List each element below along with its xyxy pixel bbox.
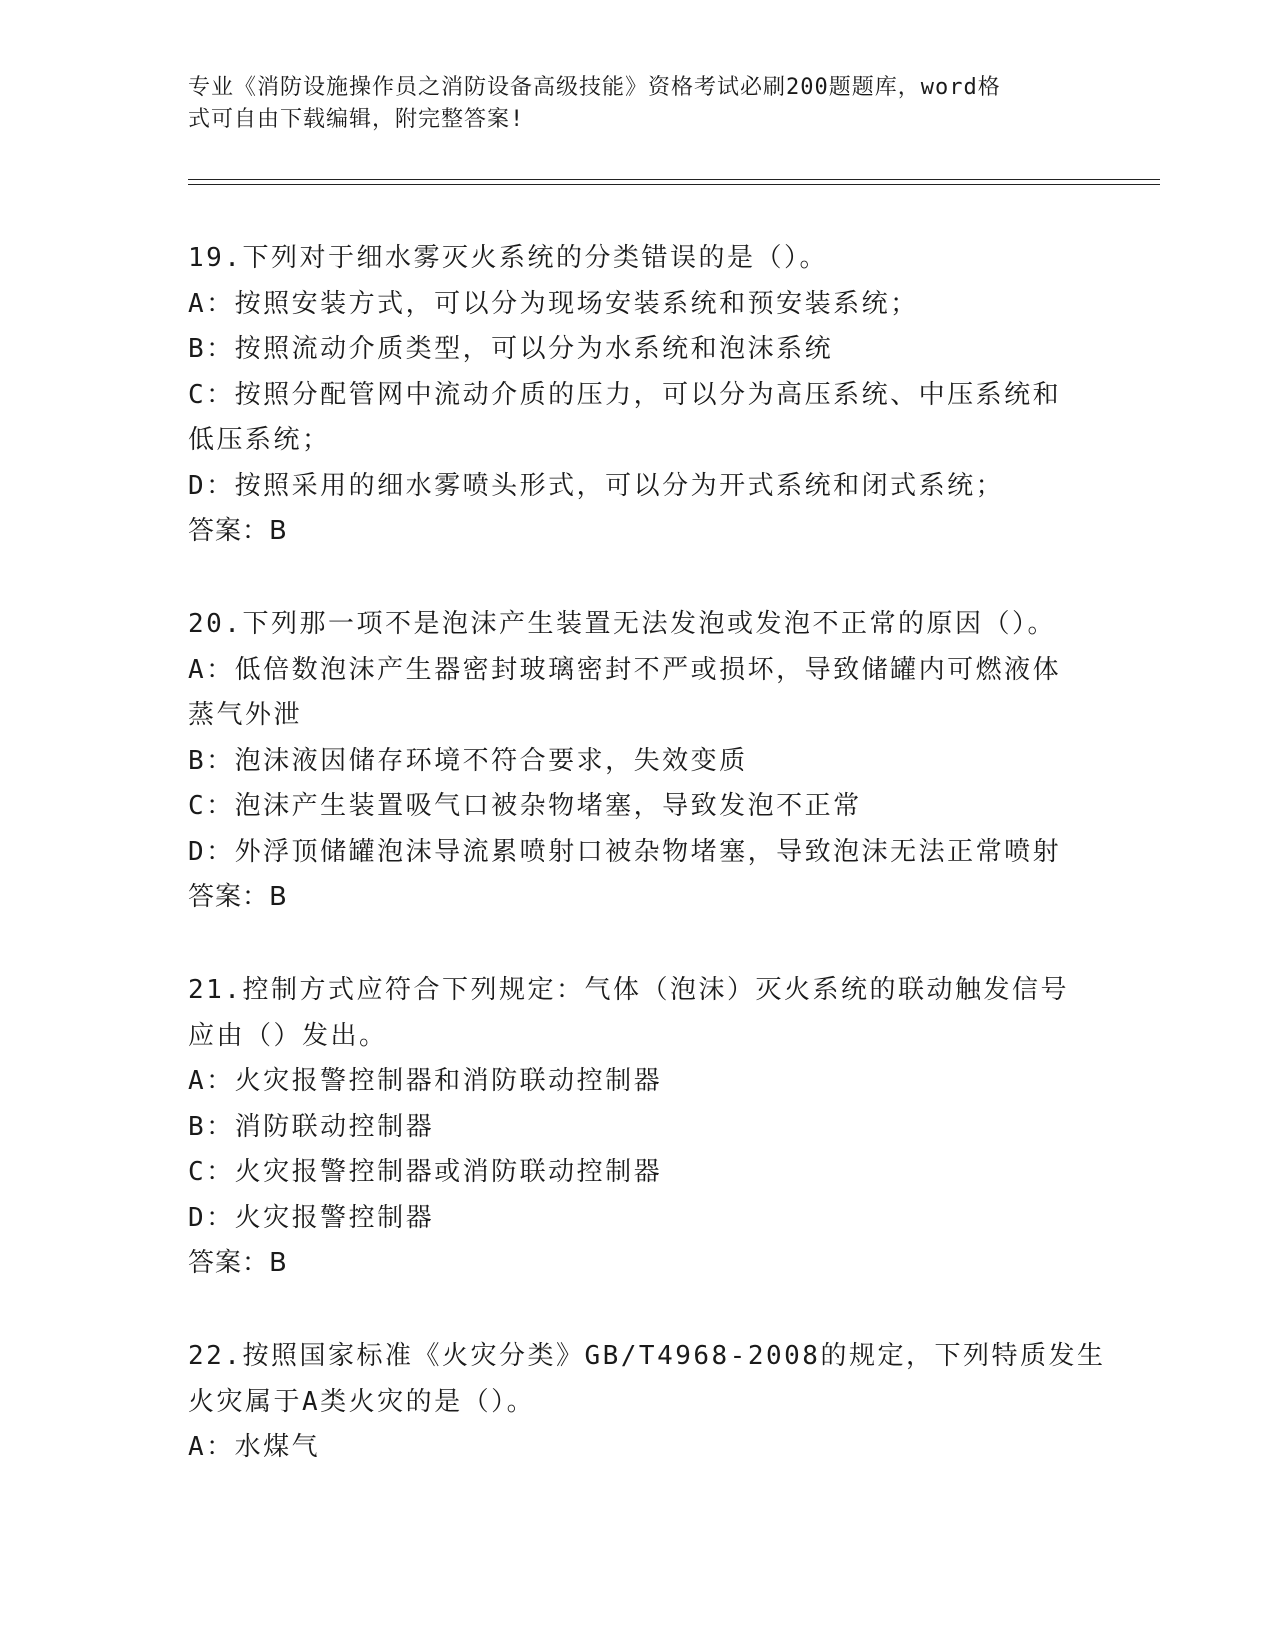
option-c: C：泡沫产生装置吸气口被杂物堵塞，导致发泡不正常 — [188, 791, 862, 821]
question-19 — [188, 236, 1078, 555]
option-a: A：水煤气 — [188, 1432, 321, 1462]
option-d: D：外浮顶储罐泡沫导流累喷射口被杂物堵塞，导致泡沫无法正常喷射 — [188, 836, 1062, 867]
answer: 答案：B — [188, 1248, 288, 1278]
question-stem: 19.下列对于细水雾灭火系统的分类错误的是（）。 — [188, 243, 828, 273]
question-stem-continued: 应由（）发出。 — [188, 1020, 388, 1051]
answer: 答案：B — [188, 882, 288, 912]
option-a-continued: 蒸气外泄 — [188, 700, 303, 730]
option-c: C：火灾报警控制器或消防联动控制器 — [188, 1157, 663, 1187]
option-c-continued: 低压系统； — [188, 425, 331, 455]
option-c: C：按照分配管网中流动介质的压力，可以分为高压系统、中压系统和 — [188, 379, 1062, 410]
question-stem: 20.下列那一项不是泡沫产生装置无法发泡或发泡不正常的原因（）。 — [188, 609, 1056, 639]
question-stem: 22.按照国家标准《火灾分类》GB/T4968-2008的规定，下列特质发生 — [188, 1341, 1106, 1371]
option-a: A：火灾报警控制器和消防联动控制器 — [188, 1066, 663, 1096]
question-stem-continued: 火灾属于A类火灾的是（）。 — [188, 1386, 536, 1417]
option-d: D：按照采用的细水雾喷头形式，可以分为开式系统和闭式系统； — [188, 470, 1005, 501]
option-a: A：按照安装方式，可以分为现场安装系统和预安装系统； — [188, 288, 919, 319]
question-stem: 21.控制方式应符合下列规定：气体（泡沫）灭火系统的联动触发信号 — [188, 975, 1069, 1005]
header-line-2: 式可自由下载编辑，附完整答案! — [188, 107, 525, 132]
question-21 — [188, 968, 1078, 1287]
question-20 — [188, 602, 1078, 921]
document-header — [188, 72, 1068, 136]
header-divider-bottom — [188, 184, 1160, 185]
header-divider-top — [188, 179, 1160, 180]
option-b: B：按照流动介质类型，可以分为水系统和泡沫系统 — [188, 334, 834, 364]
option-b: B：消防联动控制器 — [188, 1111, 435, 1142]
answer: 答案：B — [188, 516, 288, 546]
option-d: D：火灾报警控制器 — [188, 1202, 435, 1233]
option-b: B：泡沫液因储存环境不符合要求，失效变质 — [188, 745, 748, 776]
question-22 — [188, 1334, 1106, 1471]
header-line-1: 专业《消防设施操作员之消防设备高级技能》资格考试必刷200题题库，word格 — [188, 75, 1001, 100]
option-a: A：低倍数泡沫产生器密封玻璃密封不严或损坏，导致储罐内可燃液体 — [188, 654, 1062, 685]
